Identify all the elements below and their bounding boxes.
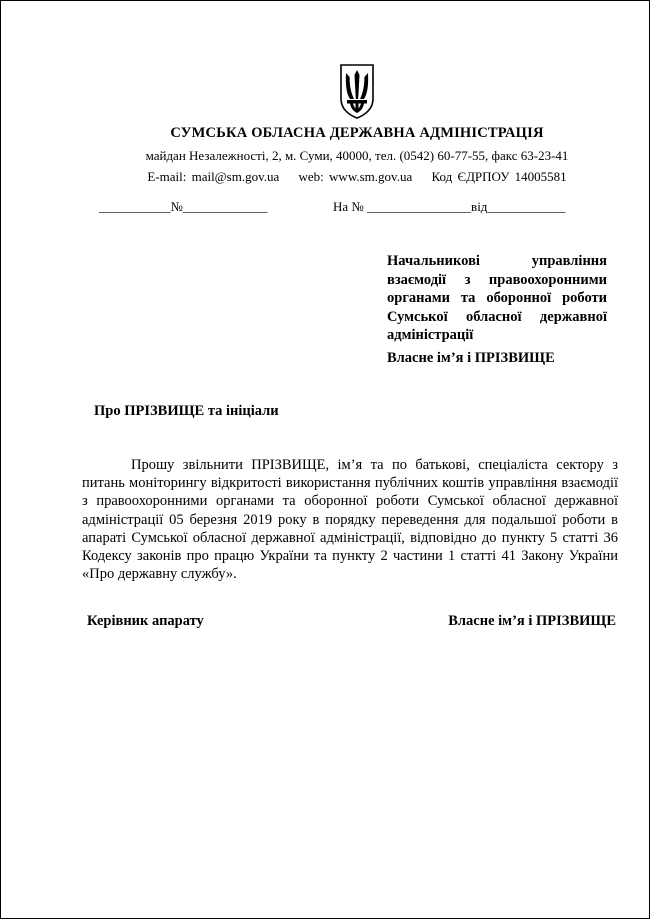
recipient-name: Власне ім’я і ПРІЗВИЩЕ <box>387 350 555 366</box>
signatory-name: Власне ім’я і ПРІЗВИЩЕ <box>448 613 616 629</box>
organization-address: майдан Незалежності, 2, м. Суми, 40000, тел. (0542) 60-77-55, факс 63-23-41 <box>145 148 569 163</box>
email-value: mail@sm.gov.ua <box>191 169 280 184</box>
edrpou-code: Код ЄДРПОУ 14005581 <box>431 169 567 184</box>
incoming-number-line: На № ________________від____________ <box>333 199 566 214</box>
organization-contacts <box>1 169 650 185</box>
letter-subject: Про ПРІЗВИЩЕ та ініціали <box>94 403 279 419</box>
web-value: www.sm.gov.ua <box>329 169 413 184</box>
email-label: E-mail: <box>147 169 187 184</box>
outgoing-number-line: ___________№_____________ <box>99 199 268 214</box>
recipient-position: Начальникові управління взаємодії з правоохоронними органами та оборонної роботи Сумської обласної державної адміністрації <box>387 253 607 343</box>
signatory-title: Керівник апарату <box>87 613 204 629</box>
web-label: web: <box>298 169 324 184</box>
letter-body: Прошу звільнити ПРІЗВИЩЕ, ім’я та по батькові, спеціаліста сектору з питань моніторингу відкритості використання публічних коштів управління взаємодії з правоохоронними органами та оборонної роботи Сумської обласної державної адміністрації 05 березня 2019 року в порядку переведення для подальшої роботи в апараті Сумської обласної державної адміністрації, відповідно до пункту 5 статті 36 Кодексу законів про працю України та пункту 2 частини 1 статті 41 Закону України «Про державну службу». <box>82 457 618 583</box>
coat-of-arms-trident-icon <box>337 63 377 119</box>
organization-name: СУМСЬКА ОБЛАСНА ДЕРЖАВНА АДМІНІСТРАЦІЯ <box>170 125 544 141</box>
